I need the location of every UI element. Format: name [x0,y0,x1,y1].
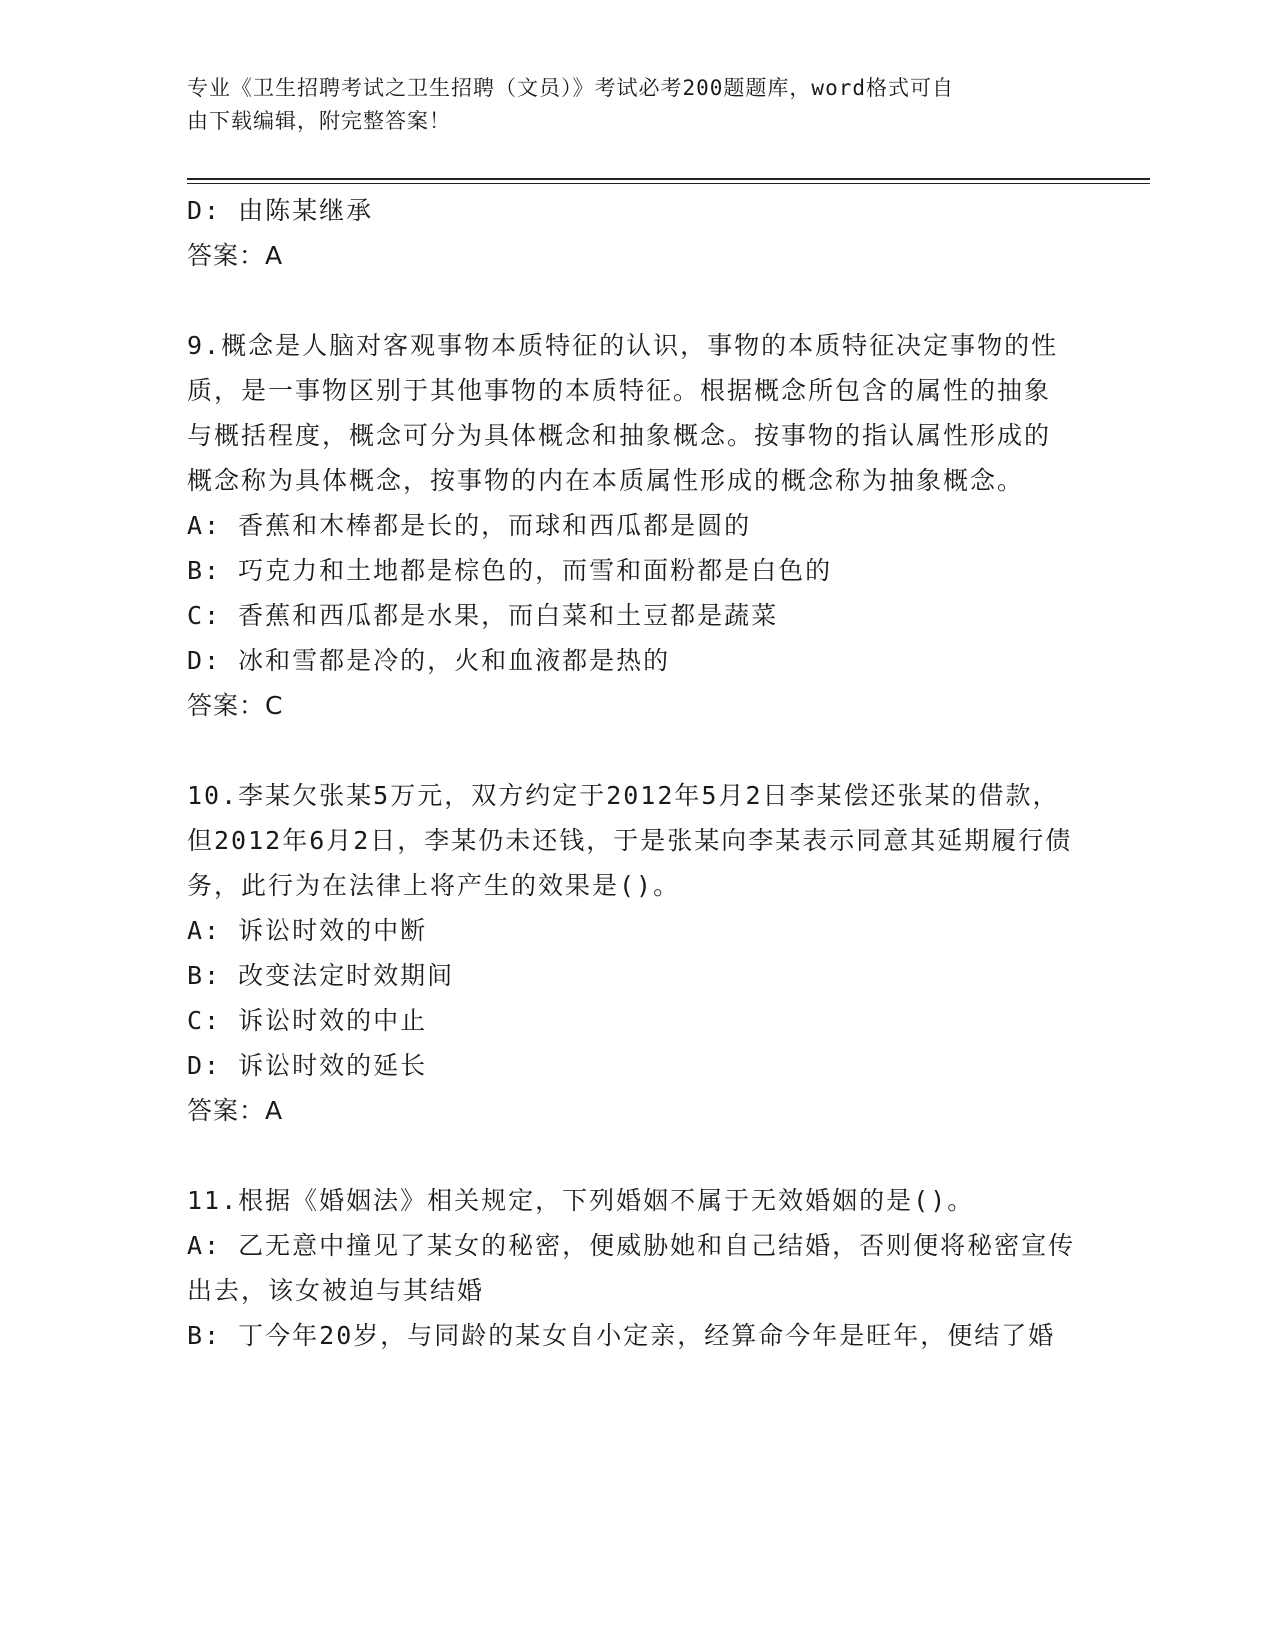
question-9 [187,323,1077,728]
question-10 [187,773,1077,1133]
header-divider-thick [187,178,1150,180]
question-11 [187,1178,1077,1358]
question-9-option-a: A: 香蕉和木棒都是长的，而球和西瓜都是圆的 [187,511,752,540]
question-10-answer: 答案：A [187,1096,284,1125]
header-line-2: 由下载编辑，附完整答案！ [187,109,451,133]
spacer [187,1133,1077,1178]
question-9-option-d: D: 冰和雪都是冷的，火和血液都是热的 [187,646,671,675]
page-header [187,72,1067,138]
question-11-stem: 11.根据《婚姻法》相关规定，下列婚姻不属于无效婚姻的是()。 [187,1186,975,1215]
question-9-answer: 答案：C [187,691,284,720]
question-10-option-d: D: 诉讼时效的延长 [187,1051,428,1080]
spacer [187,278,1077,323]
question-11-option-a: A: 乙无意中撞见了某女的秘密，便威胁她和自己结婚，否则便将秘密宣传出去，该女被迫与其结婚 [187,1231,1076,1305]
document-body [187,188,1077,1358]
question-9-option-b: B: 巧克力和土地都是棕色的，而雪和面粉都是白色的 [187,556,833,585]
header-divider-thin [187,183,1150,184]
header-line-1: 专业《卫生招聘考试之卫生招聘（文员）》考试必考200题题库，word格式可自 [187,76,954,100]
question-10-option-b: B: 改变法定时效期间 [187,961,455,990]
question-10-stem: 10.李某欠张某5万元，双方约定于2012年5月2日李某偿还张某的借款，但2012年6月2日，李某仍未还钱，于是张某向李某表示同意其延期履行债务，此行为在法律上将产生的效果是()。 [187,781,1073,900]
question-11-option-b: B: 丁今年20岁，与同龄的某女自小定亲，经算命今年是旺年，便结了婚 [187,1321,1056,1350]
prev-answer: 答案：A [187,241,284,270]
prev-option-d: D: 由陈某继承 [187,196,374,225]
spacer [187,728,1077,773]
question-10-option-c: C: 诉讼时效的中止 [187,1006,428,1035]
question-9-stem: 9.概念是人脑对客观事物本质特征的认识，事物的本质特征决定事物的性质，是一事物区别于其他事物的本质特征。根据概念所包含的属性的抽象与概括程度，概念可分为具体概念和抽象概念。按事物的指认属性形成的概念称为具体概念，按事物的内在本质属性形成的概念称为抽象概念。 [187,331,1059,495]
question-9-option-c: C: 香蕉和西瓜都是水果，而白菜和土豆都是蔬菜 [187,601,779,630]
question-10-option-a: A: 诉讼时效的中断 [187,916,428,945]
